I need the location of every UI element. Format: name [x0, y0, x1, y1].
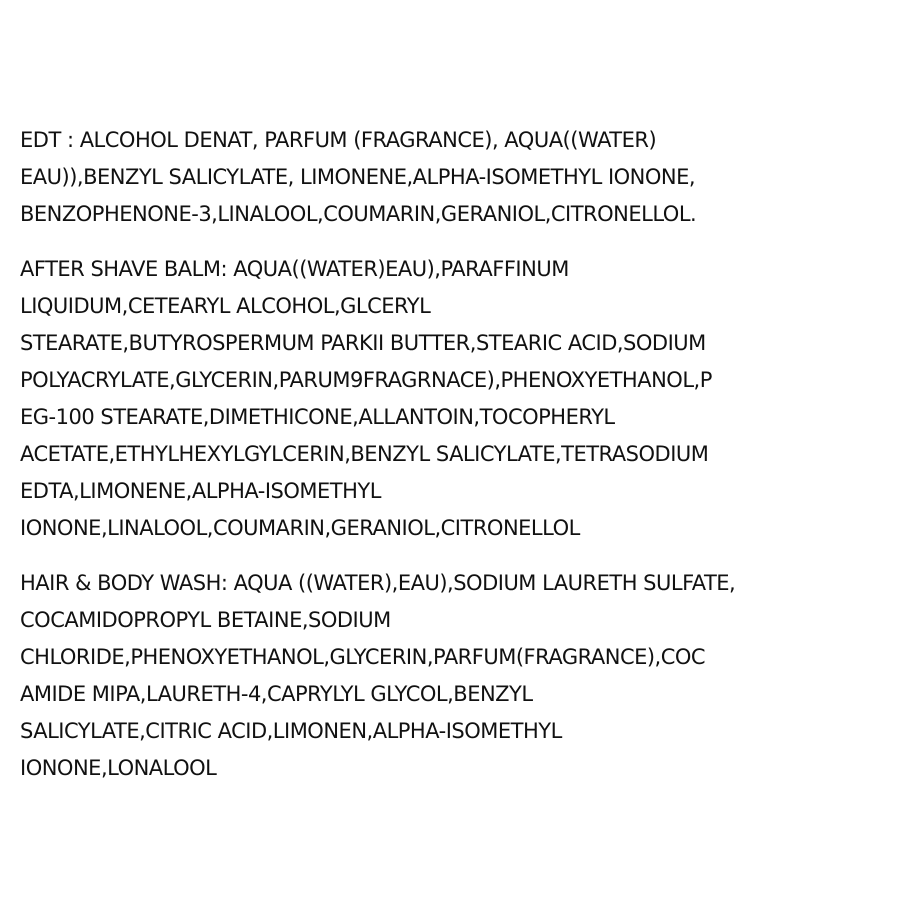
- hair-body-wash-line: SALICYLATE,CITRIC ACID,LIMONEN,ALPHA-ISOMETHYL: [20, 719, 562, 743]
- after-shave-balm-line: AFTER SHAVE BALM: AQUA((WATER)EAU),PARAFFINUM: [20, 257, 569, 281]
- hair-body-wash-line: COCAMIDOPROPYL BETAINE,SODIUM: [20, 608, 391, 632]
- edt-line: EDT : ALCOHOL DENAT, PARFUM (FRAGRANCE), AQUA((WATER): [20, 128, 657, 152]
- section-edt: [20, 122, 890, 233]
- hair-body-wash-line: IONONE,LONALOOL: [20, 756, 217, 780]
- after-shave-balm-line: EDTA,LIMONENE,ALPHA-ISOMETHYL: [20, 479, 381, 503]
- after-shave-balm-line: STEARATE,BUTYROSPERMUM PARKII BUTTER,STEARIC ACID,SODIUM: [20, 331, 706, 355]
- after-shave-balm-line: LIQUIDUM,CETEARYL ALCOHOL,GLCERYL: [20, 294, 431, 318]
- section-after-shave-balm: [20, 251, 890, 547]
- after-shave-balm-line: ACETATE,ETHYLHEXYLGYLCERIN,BENZYL SALICYLATE,TETRASODIUM: [20, 442, 709, 466]
- after-shave-balm-line: IONONE,LINALOOL,COUMARIN,GERANIOL,CITRONELLOL: [20, 516, 580, 540]
- section-hair-body-wash: [20, 565, 890, 787]
- edt-line: BENZOPHENONE-3,LINALOOL,COUMARIN,GERANIOL,CITRONELLOL.: [20, 202, 697, 226]
- hair-body-wash-line: CHLORIDE,PHENOXYETHANOL,GLYCERIN,PARFUM(FRAGRANCE),COC: [20, 645, 706, 669]
- hair-body-wash-line: AMIDE MIPA,LAURETH-4,CAPRYLYL GLYCOL,BENZYL: [20, 682, 533, 706]
- ingredients-list: [20, 122, 890, 805]
- after-shave-balm-line: POLYACRYLATE,GLYCERIN,PARUM9FRAGRNACE),PHENOXYETHANOL,P: [20, 368, 712, 392]
- edt-line: EAU)),BENZYL SALICYLATE, LIMONENE,ALPHA-ISOMETHYL IONONE,: [20, 165, 696, 189]
- after-shave-balm-line: EG-100 STEARATE,DIMETHICONE,ALLANTOIN,TOCOPHERYL: [20, 405, 615, 429]
- hair-body-wash-line: HAIR & BODY WASH: AQUA ((WATER),EAU),SODIUM LAURETH SULFATE,: [20, 571, 736, 595]
